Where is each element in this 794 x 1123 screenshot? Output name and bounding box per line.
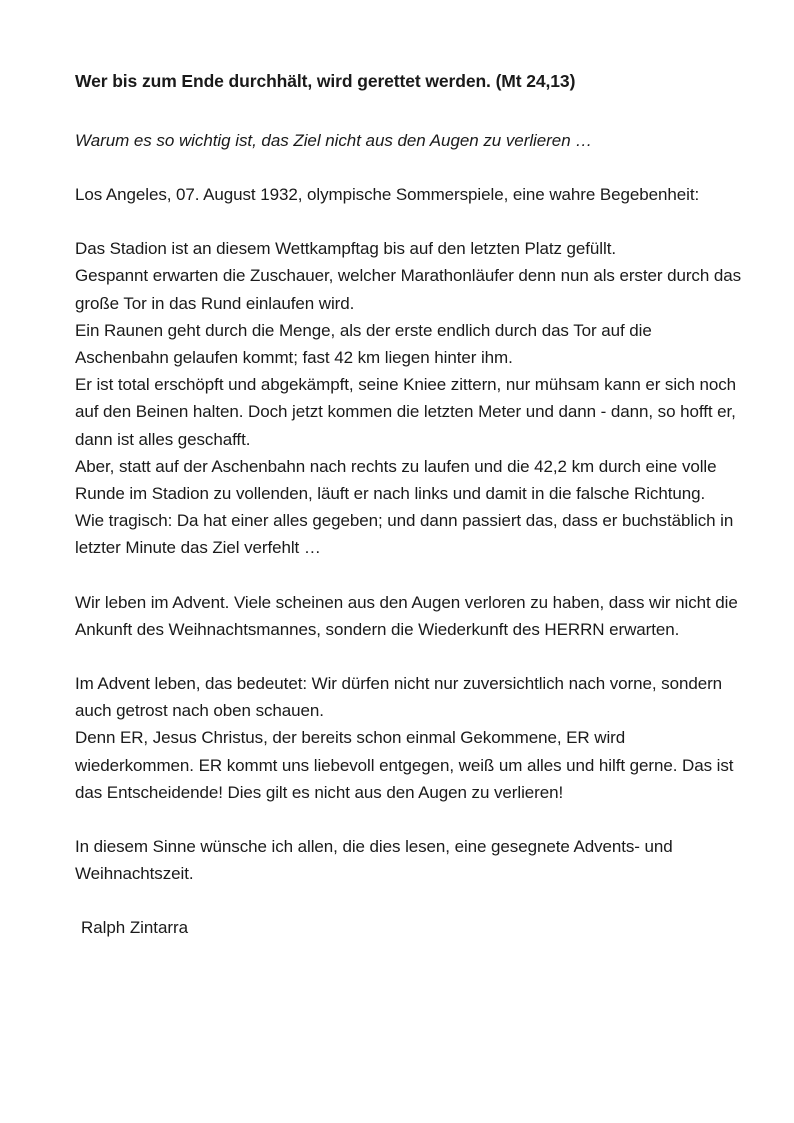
spacer [75,208,743,235]
reflection-line: Im Advent leben, das bedeutet: Wir dürfen nicht nur zuversichtlich nach vorne, sondern auch getrost nach oben schauen. [75,674,723,721]
paragraph-story [75,235,743,561]
paragraph-intro: Los Angeles, 07. August 1932, olympische Sommerspiele, eine wahre Begebenheit: [75,185,700,204]
spacer [75,643,743,670]
spacer [75,562,743,589]
story-line: Gespannt erwarten die Zuschauer, welcher Marathonläufer denn nun als erster durch das große Tor in das Rund einlaufen wird. [75,266,742,313]
paragraph-reflection [75,670,743,806]
story-line: Er ist total erschöpft und abgekämpft, seine Kniee zittern, nur mühsam kann er sich noch auf den Beinen halten. Doch jetzt kommen die letzten Meter und dann - dann, so hofft er, dann ist alles geschafft. [75,375,737,449]
paragraph-advent: Wir leben im Advent. Viele scheinen aus den Augen verloren zu haben, dass wir nicht die Ankunft des Weihnachtsmannes, sondern die Wiederkunft des HERRN erwarten. [75,592,738,639]
author-signature: Ralph Zintarra [81,918,189,938]
story-line: Das Stadion ist an diesem Wettkampftag bis auf den letzten Platz gefüllt. [75,239,616,259]
story-line: Ein Raunen geht durch die Menge, als der erste endlich durch das Tor auf die Aschenbahn gelaufen kommt; fast 42 km liegen hinter ihm. [75,320,652,368]
spacer [75,154,743,181]
document-subtitle: Warum es so wichtig ist, das Ziel nicht aus den Augen zu verlieren … [75,131,593,150]
spacer [75,806,743,833]
reflection-line: Denn ER, Jesus Christus, der bereits schon einmal Gekommene, ER wird wiederkommen. ER kommt uns liebevoll entgegen, weiß um alles und hilft gerne. Das ist das Entscheidende! Dies gilt es nicht aus den Augen zu verlieren! [75,728,734,802]
spacer [75,100,743,127]
story-line: Wie tragisch: Da hat einer alles gegeben; und dann passiert das, dass er buchstäblich in letzter Minute das Ziel verfehlt … [75,511,734,558]
document-heading: Wer bis zum Ende durchhält, wird gerettet werden. (Mt 24,13) [75,71,576,91]
paragraph-closing-wish: In diesem Sinne wünsche ich allen, die dies lesen, eine gesegnete Advents- und Weihnachtszeit. [75,837,673,884]
spacer [75,887,743,914]
document-body [75,68,743,941]
story-line: Aber, statt auf der Aschenbahn nach rechts zu laufen und die 42,2 km durch eine volle Runde im Stadion zu vollenden, läuft er nach links und damit in die falsche Richtung. [75,456,717,504]
